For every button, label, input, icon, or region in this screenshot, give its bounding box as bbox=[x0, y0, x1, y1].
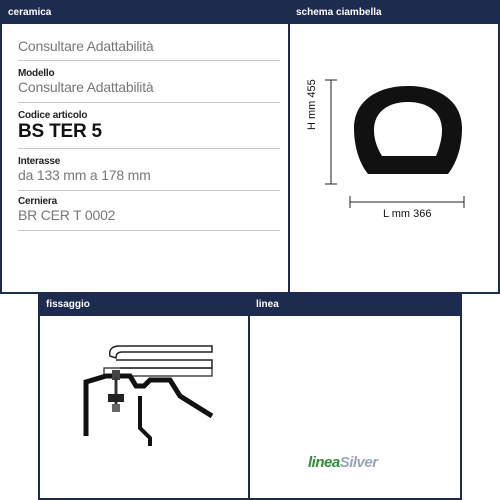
product-name-field bbox=[18, 38, 280, 61]
bowl-profile bbox=[86, 376, 212, 436]
linea-panel bbox=[248, 292, 462, 500]
cerniera-value: BR CER T 0002 bbox=[18, 207, 116, 223]
product-name: Consultare Adattabilità bbox=[18, 38, 154, 54]
seat-outline bbox=[116, 360, 212, 368]
interasse-label: Interasse bbox=[18, 156, 61, 167]
fissaggio-panel bbox=[38, 292, 250, 500]
interasse-field bbox=[18, 156, 280, 191]
ceramica-panel bbox=[0, 0, 290, 294]
brand-word: linea bbox=[308, 454, 340, 471]
codice-label: Codice articolo bbox=[18, 110, 88, 121]
modello-label: Modello bbox=[18, 68, 55, 79]
cerniera-field bbox=[18, 196, 280, 231]
fixing-diagram bbox=[40, 316, 248, 500]
modello-value: Consultare Adattabilità bbox=[18, 79, 154, 95]
seat-shape bbox=[354, 86, 462, 174]
cerniera-label: Cerniera bbox=[18, 196, 57, 207]
width-label: L mm 366 bbox=[383, 208, 432, 220]
bowl-inner bbox=[140, 396, 150, 446]
bolt-tip bbox=[112, 404, 120, 412]
bolt-nut bbox=[108, 394, 124, 402]
fissaggio-header: fissaggio bbox=[40, 294, 248, 316]
lid-outline bbox=[110, 346, 212, 358]
modello-field bbox=[18, 68, 280, 103]
seat-diagram bbox=[290, 24, 498, 294]
height-label: H mm 455 bbox=[306, 79, 318, 130]
schema-panel bbox=[288, 0, 500, 294]
codice-field bbox=[18, 110, 280, 149]
interasse-value: da 133 mm a 178 mm bbox=[18, 167, 151, 183]
linea-header: linea bbox=[250, 294, 460, 316]
codice-value: BS TER 5 bbox=[18, 121, 102, 142]
schema-header: schema ciambella bbox=[290, 2, 498, 24]
linea-silver-logo bbox=[308, 454, 378, 471]
ceramica-header: ceramica bbox=[2, 2, 288, 24]
brand-name: Silver bbox=[339, 454, 378, 471]
